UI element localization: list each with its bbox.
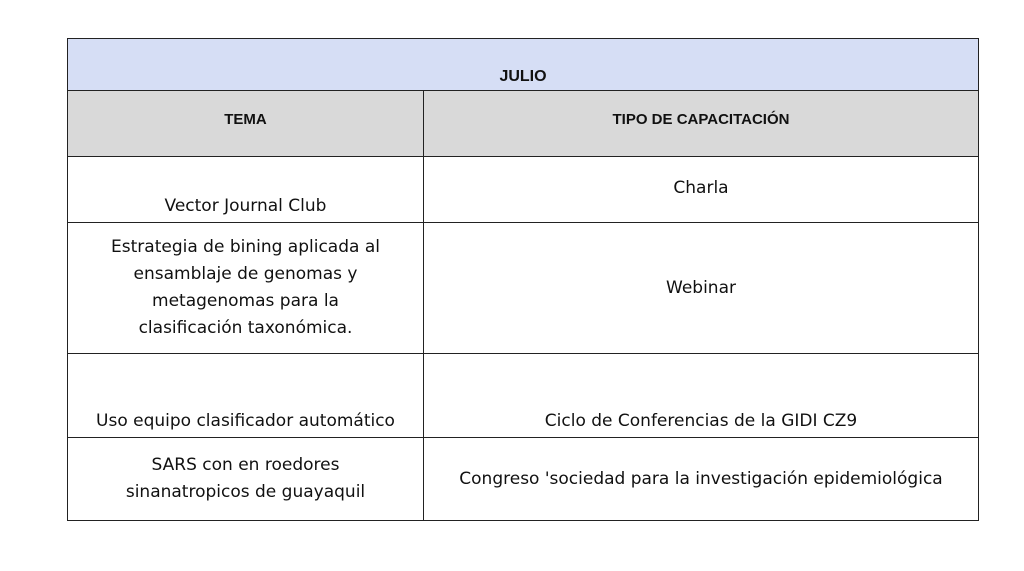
table-title: JULIO <box>68 39 979 91</box>
cell-tipo: Charla <box>424 157 979 223</box>
table-row <box>68 223 979 354</box>
table-row <box>68 438 979 521</box>
cell-tema: Estrategia de bining aplicada al ensamblaje de genomas y metagenomas para la clasificación taxonómica. <box>68 223 424 354</box>
table-row <box>68 354 979 438</box>
column-header-tema: TEMA <box>68 91 424 157</box>
cell-tema: Vector Journal Club <box>68 157 424 223</box>
column-header-tipo: TIPO DE CAPACITACIÓN <box>424 91 979 157</box>
cell-tipo: Congreso 'sociedad para la investigación epidemiológica <box>424 438 979 521</box>
training-table <box>67 38 979 521</box>
table-header-row <box>68 91 979 157</box>
cell-tipo: Webinar <box>424 223 979 354</box>
table-row <box>68 157 979 223</box>
table-title-row <box>68 39 979 91</box>
cell-tema: SARS con en roedores sinanatropicos de guayaquil <box>68 438 424 521</box>
cell-tipo: Ciclo de Conferencias de la GIDI CZ9 <box>424 354 979 438</box>
cell-tema: Uso equipo clasificador automático <box>68 354 424 438</box>
